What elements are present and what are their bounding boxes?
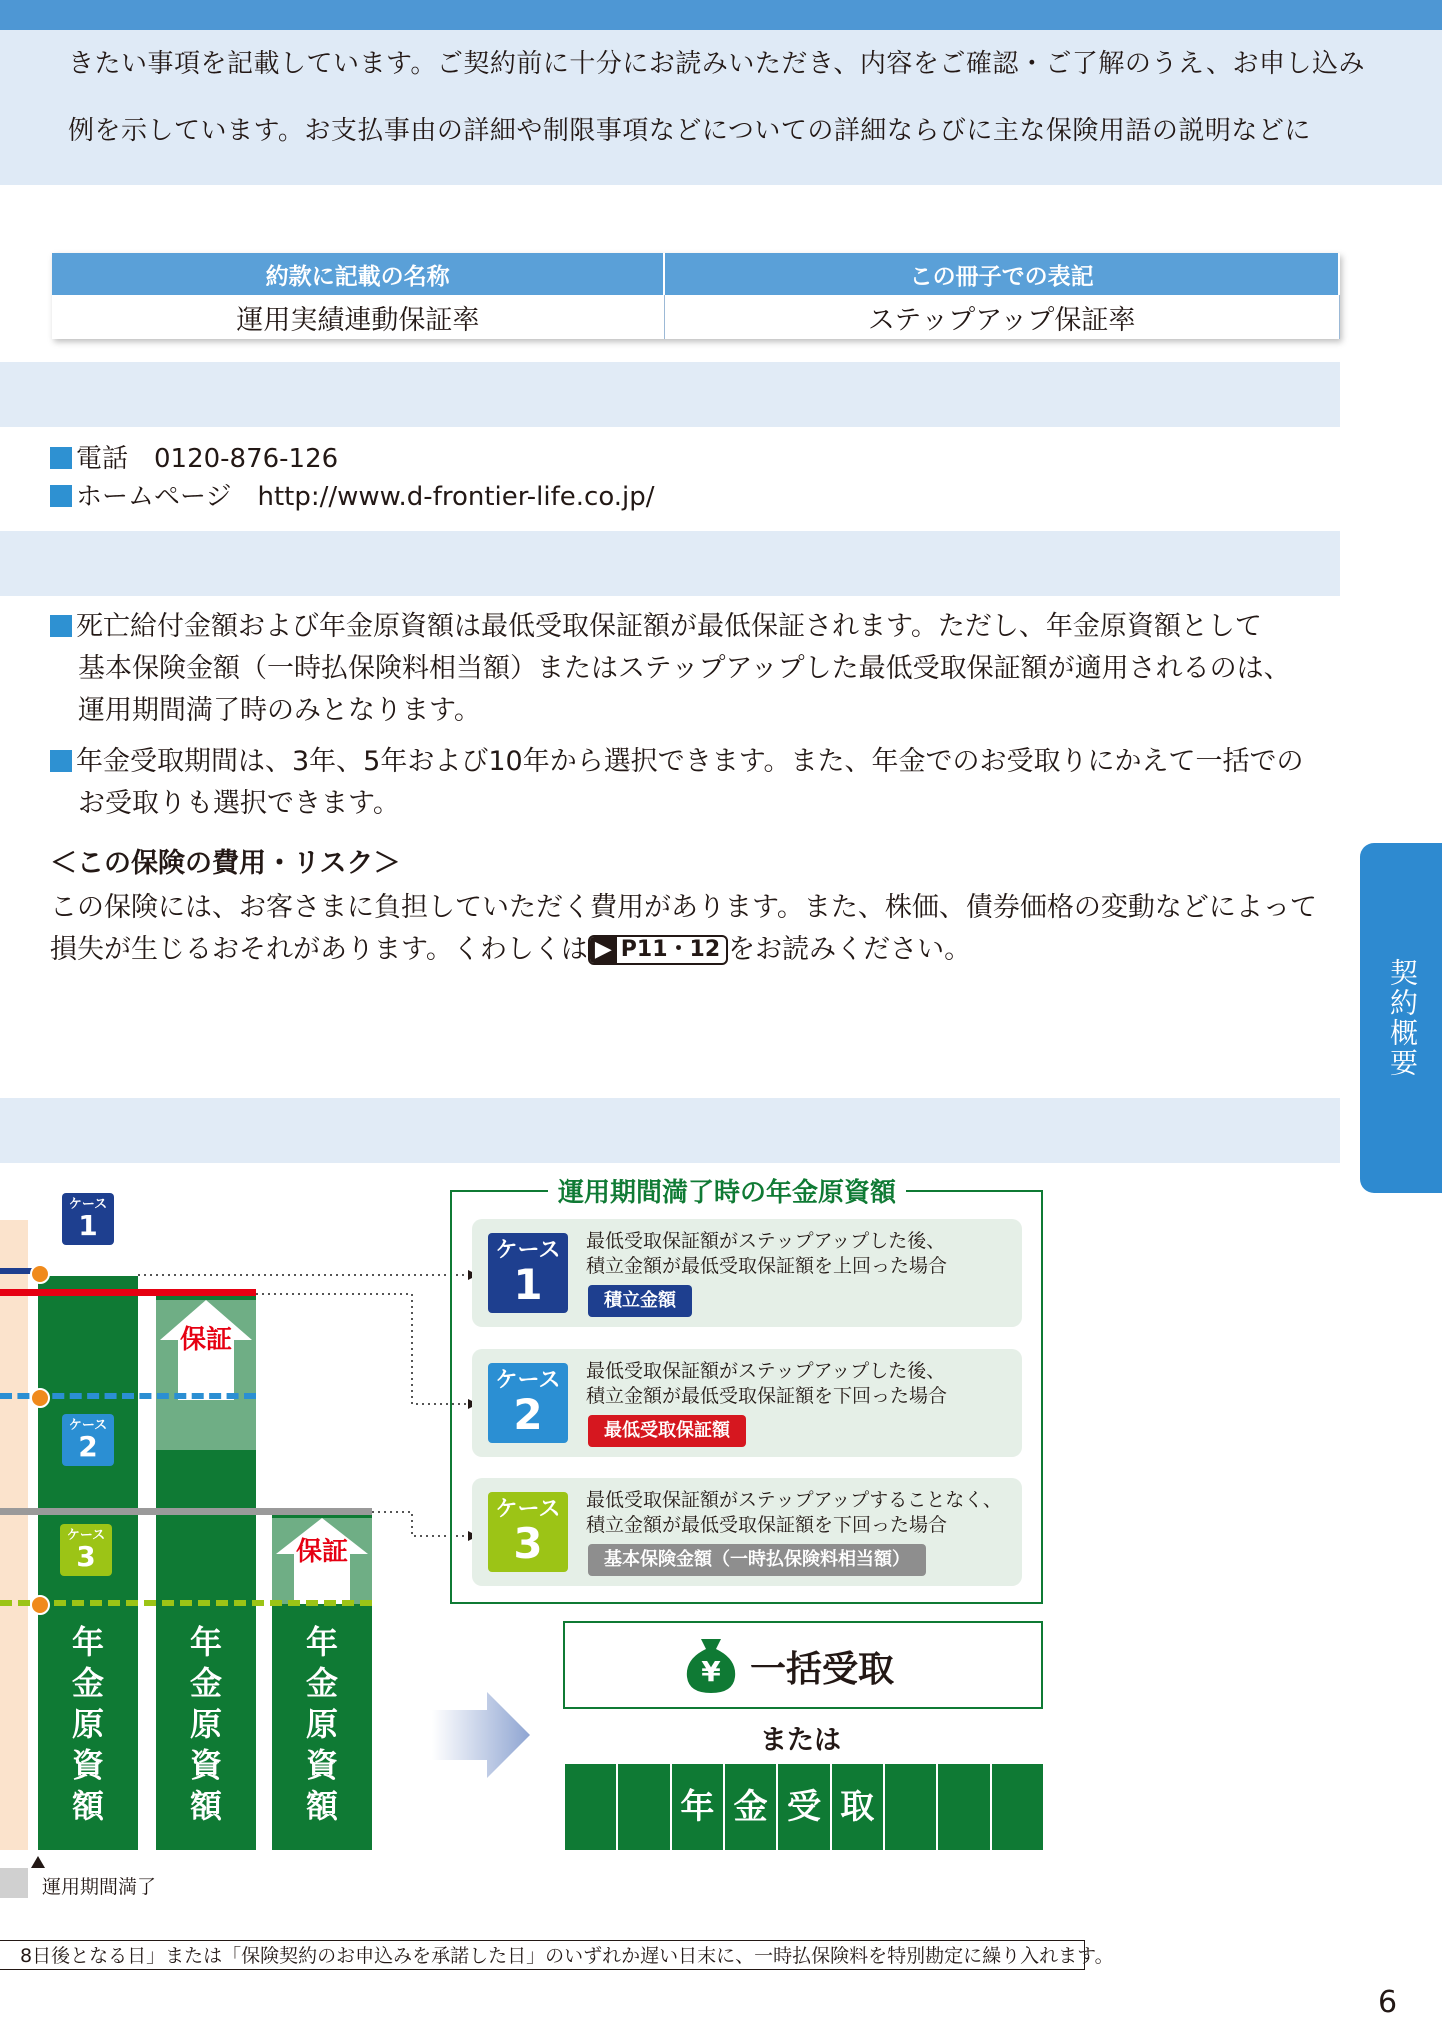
column-3-label: 年 金 原 資 額 — [305, 1623, 338, 1825]
case-3-description: 最低受取保証額がステップアップすることなく、 積立金額が最低受取保証額を下回った場合 — [586, 1489, 1002, 1536]
or-label: または — [760, 1725, 841, 1756]
intro-line-1: きたい事項を記載しています。ご契約前に十分にお読みいただき、内容をご確認・ご了解のうえ、お申し込み — [68, 49, 1365, 79]
right-arrow-icon — [432, 1692, 532, 1778]
feature-2-line-1: 年金受取期間は、3年、5年および10年から選択できます。また、年金でのお受取りにかえて一括での — [76, 746, 1304, 777]
homepage-link[interactable]: ホームページ http://www.d-frontier-life.co.jp/ — [76, 482, 655, 512]
terms-table — [52, 253, 1340, 339]
money-bag-icon: ¥ — [683, 1635, 739, 1695]
annuity-char: 受 — [778, 1764, 831, 1850]
terms-cell-2: ステップアップ保証率 — [664, 295, 1339, 339]
page-reference-link[interactable] — [588, 935, 728, 965]
case-1-label: 積立金額 — [588, 1285, 692, 1317]
column-2-label: 年 金 原 資 額 — [189, 1623, 222, 1825]
costs-line-1: この保険には、お客さまに負担していただく費用があります。また、株価、債券価格の変動などによって — [50, 892, 1317, 923]
square-bullet-icon — [50, 615, 72, 637]
top-bar — [0, 0, 1442, 30]
case-2-dot — [30, 1388, 50, 1408]
case-3-box — [472, 1478, 1022, 1586]
case-2-description: 最低受取保証額がステップアップした後、 積立金額が最低受取保証額を下回った場合 — [586, 1360, 948, 1407]
case-1-icon: ケース 1 — [488, 1233, 568, 1313]
side-tab-label: 契約概要 — [1386, 958, 1419, 1078]
lump-sum-label: 一括受取 — [750, 1649, 895, 1690]
case-1-dot — [30, 1264, 50, 1284]
case-3-line — [0, 1600, 372, 1606]
accumulation-area — [0, 1220, 28, 1850]
guarantee-label-3: 保証 — [295, 1537, 348, 1567]
case-2-icon: ケース 2 — [488, 1363, 568, 1443]
case-2-badge: ケース 2 — [62, 1414, 114, 1466]
terms-header-2: この冊子での表記 — [664, 253, 1339, 295]
square-bullet-icon — [50, 447, 72, 469]
side-tab[interactable] — [1360, 843, 1442, 1193]
play-arrow-icon: ▶ — [590, 937, 617, 963]
feature-1-line-2: 基本保険金額（一時払保険料相当額）またはステップアップした最低受取保証額が適用されるのは、 — [78, 653, 1291, 684]
case-3-badge: ケース 3 — [60, 1524, 112, 1576]
case-2-label: 最低受取保証額 — [588, 1415, 746, 1447]
annuity-char: 金 — [725, 1764, 778, 1850]
feature-item-2 — [50, 741, 1350, 825]
case-3-icon: ケース 3 — [488, 1492, 568, 1572]
terms-cell-1: 運用実績連動保証率 — [52, 295, 664, 339]
lump-sum-box — [563, 1621, 1043, 1709]
maturity-label: 運用期間満了 — [42, 1876, 157, 1898]
page-reference-label: P11・12 — [620, 937, 721, 962]
case-1-description: 最低受取保証額がステップアップした後、 積立金額が最低受取保証額を上回った場合 — [586, 1230, 948, 1277]
case-box-title: 運用期間満了時の年金原資額 — [548, 1172, 906, 1209]
case-3-dot — [30, 1595, 50, 1615]
feature-1-line-1: 死亡給付金額および年金原資額は最低受取保証額が最低保証されます。ただし、年金原資額として — [76, 611, 1262, 642]
costs-heading: ＜この保険の費用・リスク＞ — [50, 848, 401, 879]
guarantee-label-2: 保証 — [179, 1325, 232, 1355]
page-number: 6 — [1378, 1985, 1398, 2020]
footnote: 8日後となる日」または「保険契約のお申込みを承諾した日」のいずれか遅い日末に、一時払保険料を特別勘定に繰り入れます。 — [0, 1940, 1085, 1970]
section-band-contact — [0, 362, 1340, 427]
case-3-label: 基本保険金額（一時払保険料相当額） — [588, 1544, 926, 1576]
costs-line-2-end: をお読みください。 — [728, 934, 972, 965]
feature-item-1 — [50, 606, 1350, 732]
dotted-connectors — [138, 1268, 478, 1548]
phone-text: 電話 0120-876-126 — [76, 444, 339, 474]
annuity-bar — [565, 1764, 1043, 1850]
contact-homepage — [50, 476, 655, 513]
annuity-char: 年 — [672, 1764, 725, 1850]
square-bullet-icon — [50, 485, 72, 507]
terms-header-1: 約款に記載の名称 — [52, 253, 664, 295]
case-1-badge: ケース 1 — [62, 1193, 114, 1245]
section-band-diagram — [0, 1098, 1340, 1163]
feature-2-line-2: お受取りも選択できます。 — [78, 788, 400, 819]
feature-1-line-3: 運用期間満了時のみとなります。 — [78, 695, 481, 726]
section-band-features — [0, 531, 1340, 596]
maturity-marker — [0, 1868, 28, 1898]
contact-phone — [50, 438, 338, 475]
case-2-box — [472, 1349, 1022, 1457]
costs-line-2: 損失が生じるおそれがあります。くわしくは — [50, 934, 588, 965]
triangle-up-icon — [31, 1856, 45, 1868]
costs-text — [50, 887, 1350, 971]
square-bullet-icon — [50, 750, 72, 772]
case-1-box — [472, 1219, 1022, 1327]
annuity-char: 取 — [832, 1764, 885, 1850]
intro-line-2: 例を示しています。お支払事由の詳細や制限事項などについての詳細ならびに主な保険用語の説明などに — [68, 116, 1311, 146]
column-1-label: 年 金 原 資 額 — [71, 1623, 104, 1825]
